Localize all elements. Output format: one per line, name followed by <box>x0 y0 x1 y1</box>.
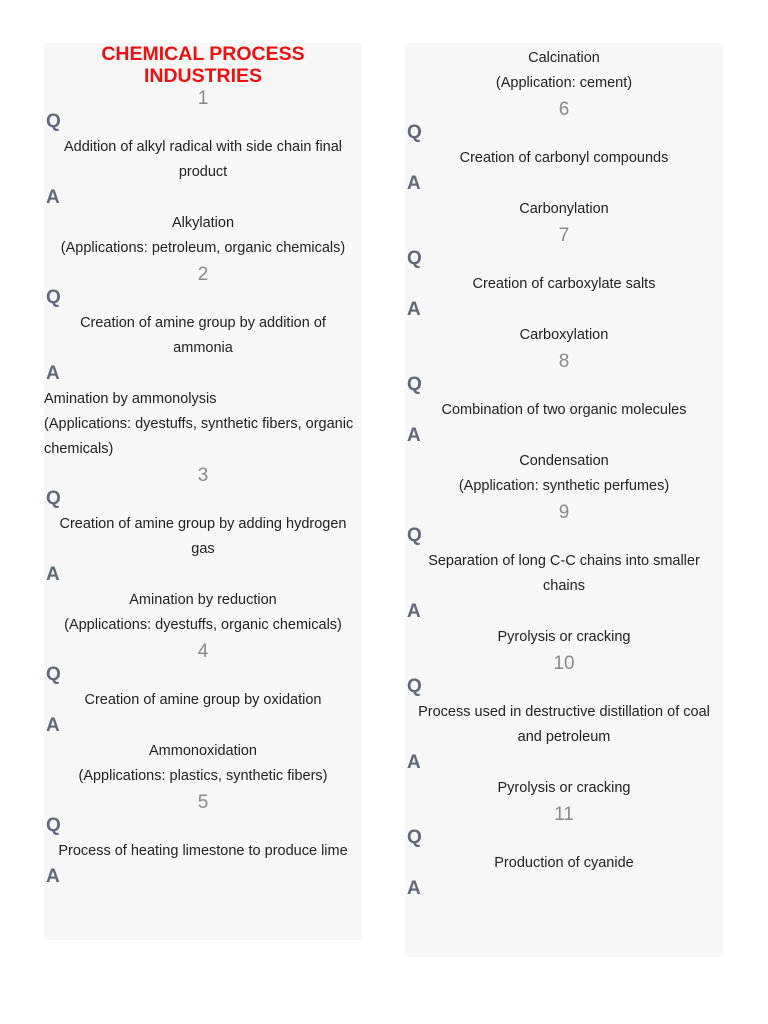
answer-title: Alkylation <box>171 215 235 231</box>
answer-marker: A <box>46 564 60 585</box>
answer-applications: (Applications: petroleum, organic chemicals) <box>60 240 346 256</box>
answer-marker: A <box>46 866 60 887</box>
flashcard-column-right <box>405 43 723 957</box>
question-text: Creation of amine group by oxidation <box>84 692 322 708</box>
question-marker: Q <box>46 287 61 308</box>
question-marker: Q <box>407 525 422 546</box>
card-number: 7 <box>558 225 570 246</box>
answer-text <box>405 774 723 803</box>
question-marker: Q <box>46 815 61 836</box>
answer-text <box>405 195 723 224</box>
card-number: 5 <box>197 792 209 813</box>
question-marker: Q <box>407 676 422 697</box>
answer-marker: A <box>46 715 60 736</box>
answer-marker: A <box>407 425 421 446</box>
card-number: 4 <box>197 641 209 662</box>
answer-title: Pyrolysis or cracking <box>497 780 631 796</box>
card-number: 6 <box>558 99 570 120</box>
question-marker: Q <box>407 827 422 848</box>
answer-marker: A <box>46 187 60 208</box>
card-number: 9 <box>558 502 570 523</box>
answer-text <box>405 447 723 501</box>
question-marker: Q <box>407 374 422 395</box>
answer-applications: (Application: cement) <box>495 75 633 91</box>
answer-marker: A <box>46 363 60 384</box>
card-number: 1 <box>197 88 209 109</box>
answer-text <box>405 43 723 98</box>
question-text: Addition of alkyl radical with side chain final product <box>63 139 343 180</box>
answer-title: Carboxylation <box>519 327 609 343</box>
question-text: Creation of amine group by addition of ammonia <box>80 315 326 356</box>
card-number: 2 <box>197 264 209 285</box>
card-number: 3 <box>197 465 209 486</box>
question-text: Production of cyanide <box>494 855 634 871</box>
question-text: Separation of long C-C chains into smaller chains <box>428 553 700 594</box>
answer-marker: A <box>407 173 421 194</box>
answer-title: Calcination <box>528 50 600 66</box>
page-title: CHEMICAL PROCESS INDUSTRIES <box>101 43 305 87</box>
answer-marker: A <box>407 601 421 622</box>
answer-text <box>405 623 723 652</box>
question-text: Process used in destructive distillation of coal and petroleum <box>418 704 710 745</box>
flashcard-column-left <box>44 43 362 940</box>
answer-title: Condensation <box>519 453 609 469</box>
question-text: Creation of carboxylate salts <box>472 276 656 292</box>
answer-text <box>44 385 362 464</box>
answer-title: Carbonylation <box>519 201 609 217</box>
question-text: Process of heating limestone to produce lime <box>58 843 348 859</box>
answer-title: Amination by ammonolysis <box>44 391 217 407</box>
answer-applications: (Applications: dyestuffs, synthetic fibers, organic chemicals) <box>44 416 354 457</box>
question-marker: Q <box>46 488 61 509</box>
question-text: Creation of carbonyl compounds <box>459 150 669 166</box>
question-marker: Q <box>46 664 61 685</box>
question-text: Combination of two organic molecules <box>441 402 687 418</box>
question-marker: Q <box>46 111 61 132</box>
answer-text <box>44 586 362 640</box>
answer-text <box>44 737 362 791</box>
card-number: 11 <box>554 804 574 825</box>
answer-text <box>405 321 723 350</box>
answer-marker: A <box>407 752 421 773</box>
answer-applications: (Applications: plastics, synthetic fibers) <box>78 768 328 784</box>
answer-marker: A <box>407 299 421 320</box>
answer-applications: (Applications: dyestuffs, organic chemicals) <box>64 617 342 633</box>
answer-title: Pyrolysis or cracking <box>497 629 631 645</box>
question-marker: Q <box>407 248 422 269</box>
answer-title: Ammonoxidation <box>149 743 257 759</box>
card-number: 10 <box>553 653 575 674</box>
card-number: 8 <box>558 351 570 372</box>
answer-marker: A <box>407 878 421 899</box>
question-text: Creation of amine group by adding hydrogen gas <box>59 516 347 557</box>
question-marker: Q <box>407 122 422 143</box>
answer-applications: (Application: synthetic perfumes) <box>458 478 670 494</box>
answer-text <box>44 209 362 263</box>
answer-title: Amination by reduction <box>129 592 277 608</box>
